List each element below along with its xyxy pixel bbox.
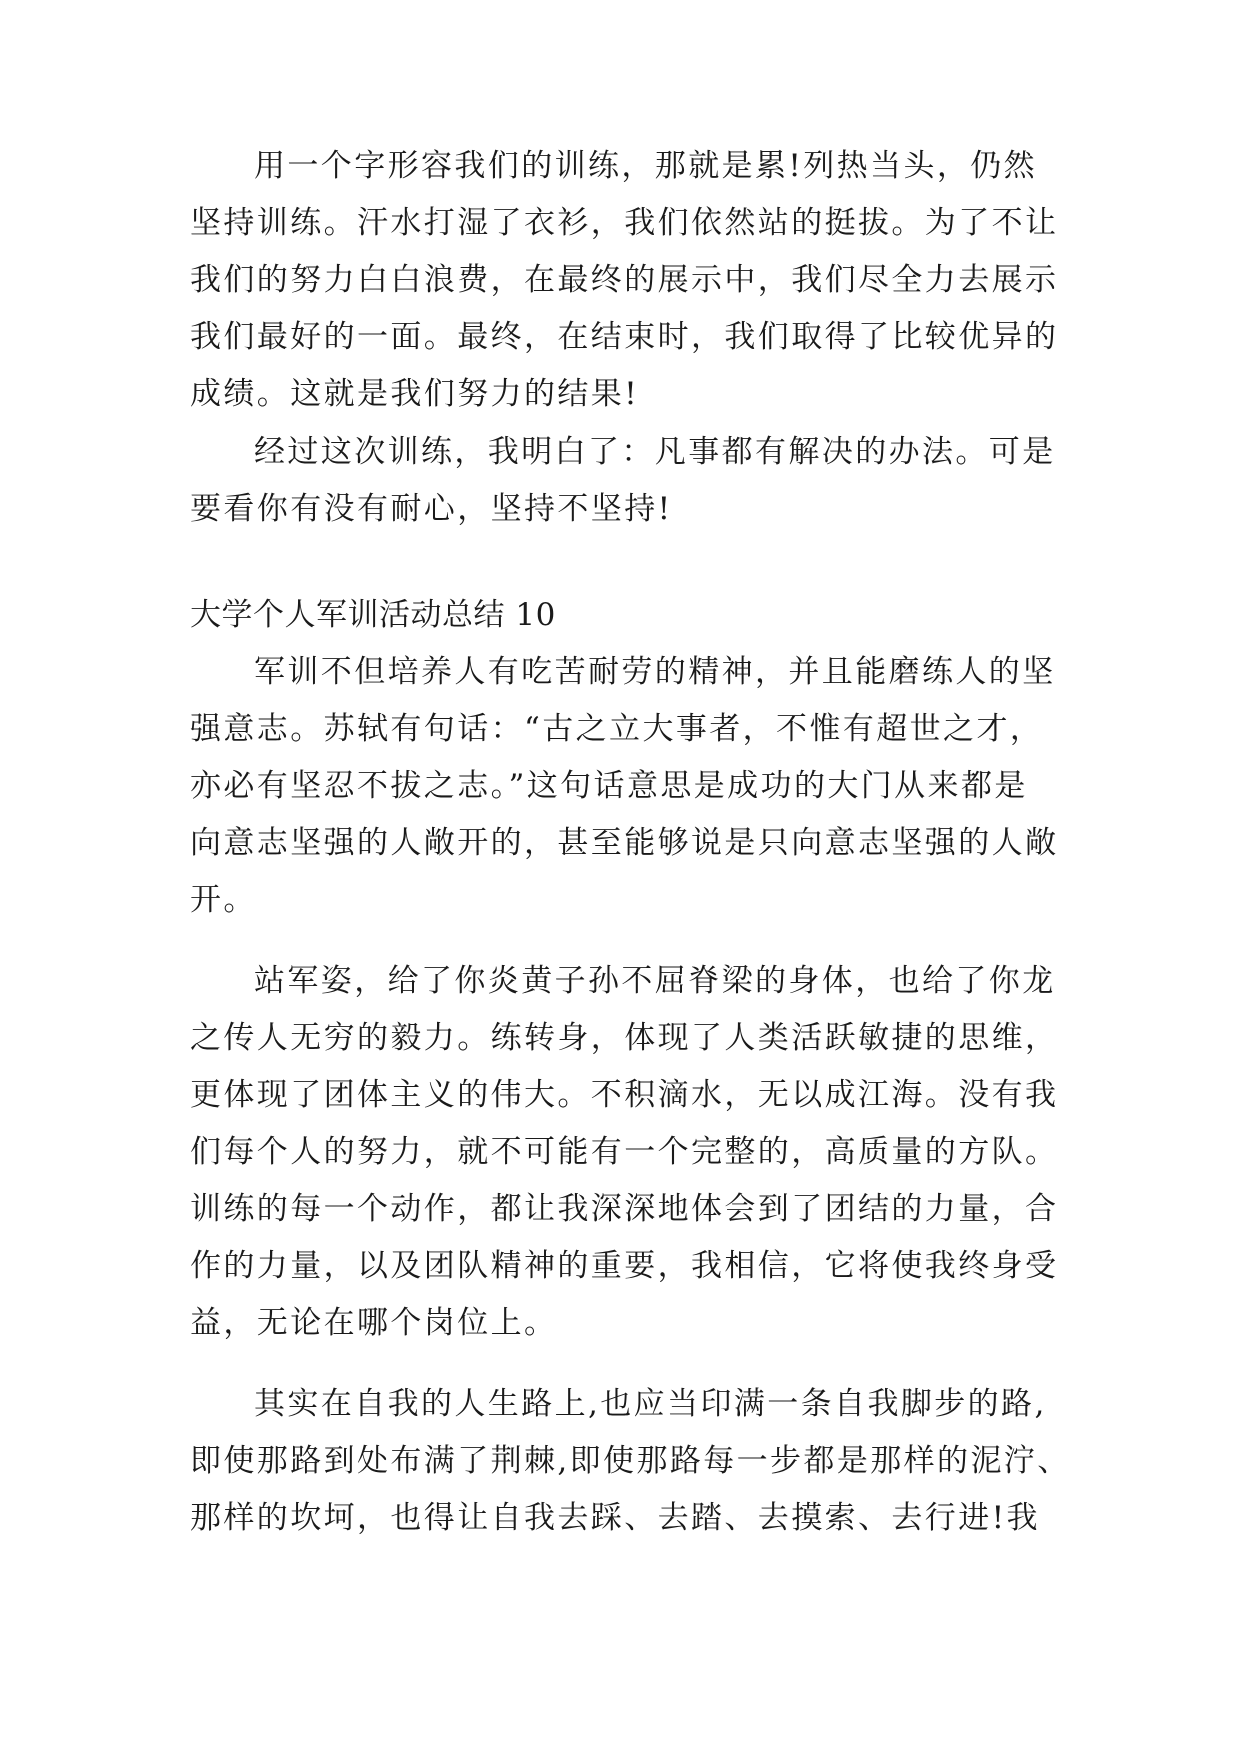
paragraph-line: 要看你有没有耐心，坚持不坚持!: [190, 491, 673, 527]
paragraph-line: 之传人无穷的毅力。练转身，体现了人类活跃敏捷的思维，: [190, 1020, 1059, 1056]
paragraph-line: 作的力量，以及团队精神的重要，我相信，它将使我终身受: [190, 1248, 1059, 1284]
paragraph-line: 向意志坚强的人敞开的，甚至能够说是只向意志坚强的人敞: [190, 825, 1059, 861]
paragraph-line: 坚持训练。汗水打湿了衣衫，我们依然站的挺拔。为了不让: [190, 205, 1059, 241]
paragraph-line: 我们最好的一面。最终，在结束时，我们取得了比较优异的: [190, 319, 1059, 355]
paragraph-line: 那样的坎坷，也得让自我去踩、去踏、去摸索、去行进!我: [190, 1500, 1040, 1536]
paragraph-line: 站军姿，给了你炎黄子孙不屈脊梁的身体，也给了你龙: [254, 963, 1056, 999]
paragraph-line: 益，无论在哪个岗位上。: [190, 1305, 558, 1341]
paragraph-line: 们每个人的努力，就不可能有一个完整的，高质量的方队。: [190, 1134, 1059, 1170]
paragraph-line: 其实在自我的人生路上,也应当印满一条自我脚步的路,: [254, 1386, 1047, 1422]
paragraph-line: 训练的每一个动作，都让我深深地体会到了团结的力量，合: [190, 1191, 1059, 1227]
paragraph-line: 经过这次训练，我明白了：凡事都有解决的办法。可是: [254, 434, 1056, 470]
paragraph-line: 强意志。苏轼有句话：“古之立大事者，不惟有超世之才，: [190, 711, 1044, 747]
paragraph-line: 军训不但培养人有吃苦耐劳的精神，并且能磨练人的坚: [254, 654, 1056, 690]
paragraph-line: 用一个字形容我们的训练，那就是累!列热当头，仍然: [254, 148, 1038, 184]
paragraph-line: 成绩。这就是我们努力的结果!: [190, 376, 640, 412]
paragraph-line: 开。: [190, 882, 257, 918]
paragraph-line: 亦必有坚忍不拔之志。”这句话意思是成功的大门从来都是: [190, 768, 1028, 804]
paragraph-line: 更体现了团体主义的伟大。不积滴水，无以成江海。没有我: [190, 1077, 1059, 1113]
section-title: 大学个人军训活动总结 10: [190, 597, 556, 633]
paragraph-line: 即使那路到处布满了荆棘,即使那路每一步都是那样的泥泞、: [190, 1443, 1071, 1479]
paragraph-line: 我们的努力白白浪费，在最终的展示中，我们尽全力去展示: [190, 262, 1059, 298]
